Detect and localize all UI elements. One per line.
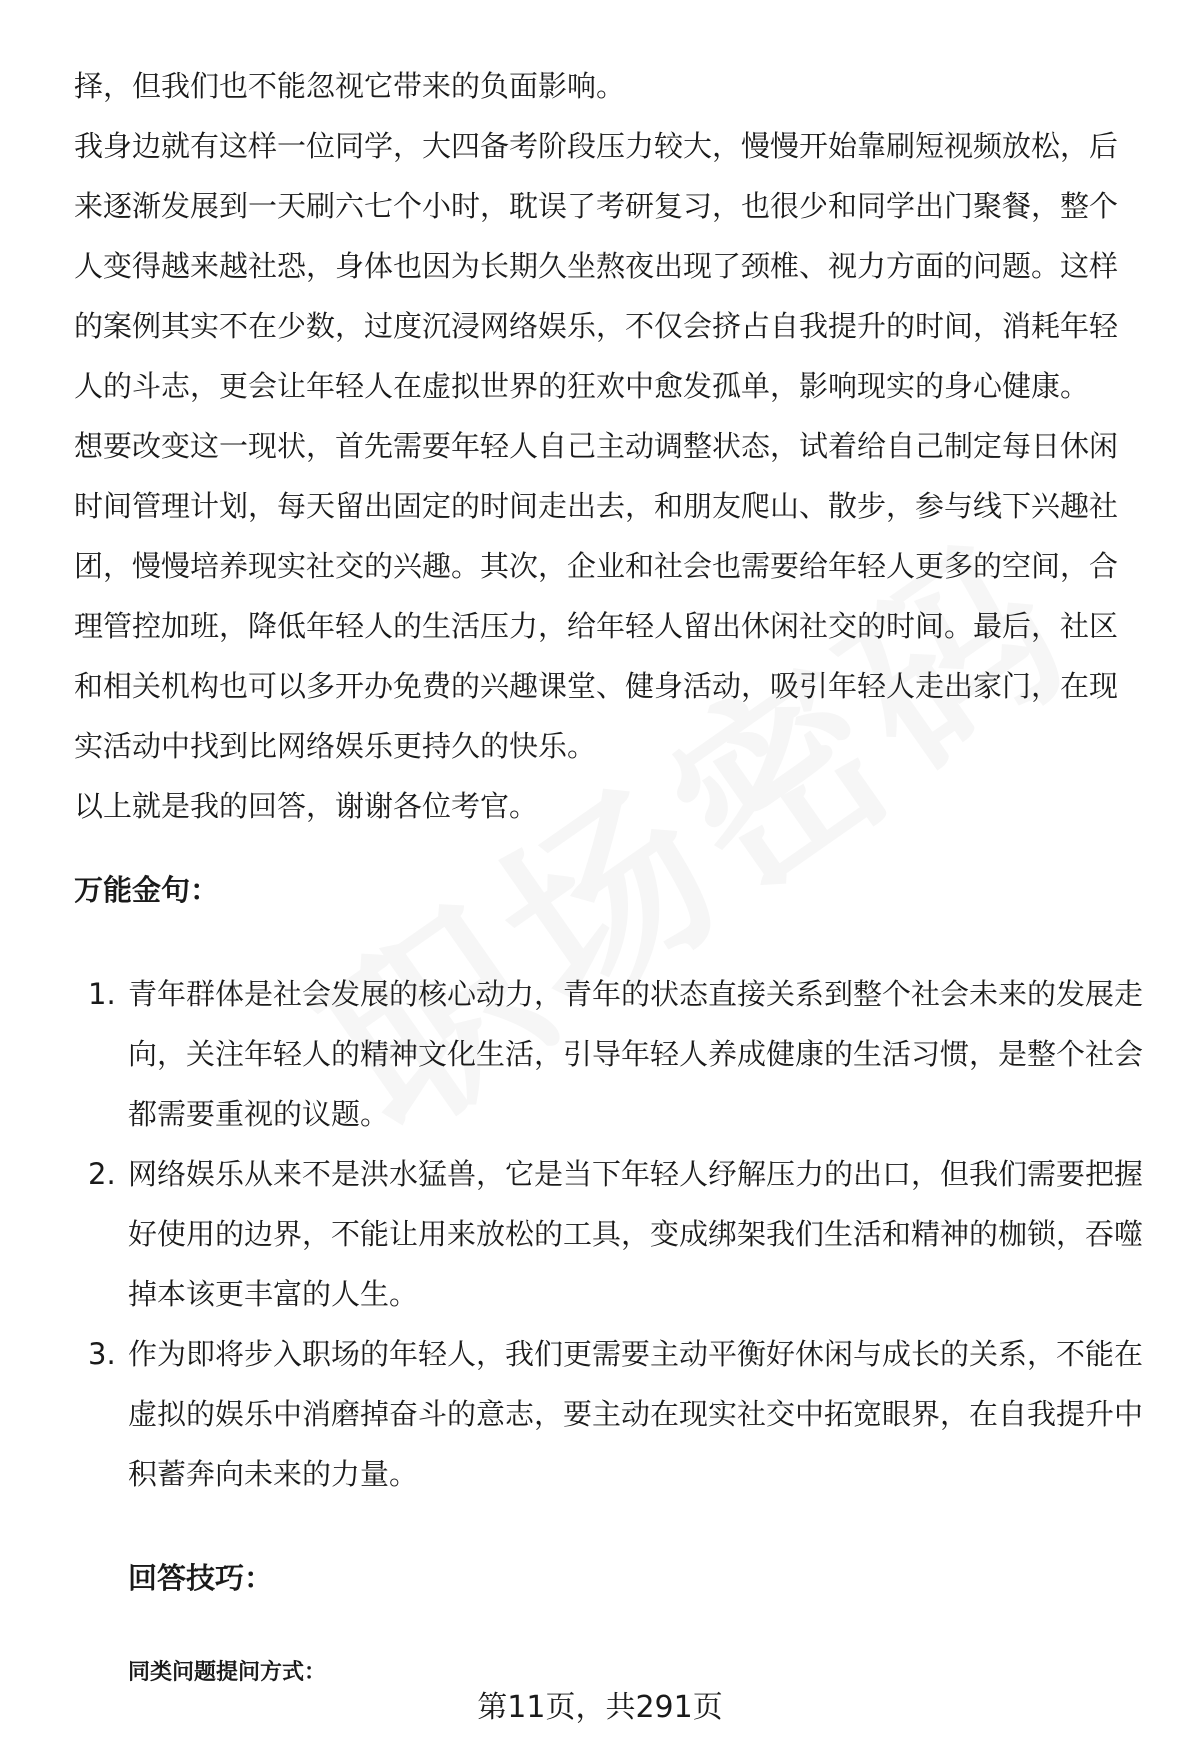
page-number: 第11页，共291页 bbox=[477, 1690, 723, 1725]
list-number: 1. bbox=[88, 977, 116, 1011]
answer-body bbox=[74, 56, 1146, 836]
list-number: 3. bbox=[88, 1337, 116, 1371]
list-item-text: 网络娱乐从来不是洪水猛兽，它是当下年轻人纾解压力的出口，但我们需要把握好使用的边界，不能让用来放松的工具，变成绑架我们生活和精神的枷锁，吞噬掉本该更丰富的人生。 bbox=[128, 1157, 1144, 1311]
paragraph: 我身边就有这样一位同学，大四备考阶段压力较大，慢慢开始靠刷短视频放松，后来逐渐发展到一天刷六七个小时，耽误了考研复习，也很少和同学出门聚餐，整个人变得越来越社恐，身体也因为长期久坐熬夜出现了颈椎、视力方面的问题。这样的案例其实不在少数，过度沉浸网络娱乐，不仅会挤占自我提升的时间，消耗年轻人的斗志，更会让年轻人在虚拟世界的狂欢中愈发孤单，影响现实的身心健康。 bbox=[74, 129, 1119, 403]
gold-sentences-title: 万能金句： bbox=[74, 873, 220, 907]
list-item bbox=[74, 1324, 1146, 1504]
paragraph: 择，但我们也不能忽视它带来的负面影响。 bbox=[74, 69, 626, 103]
paragraph: 想要改变这一现状，首先需要年轻人自己主动调整状态，试着给自己制定每日休闲时间管理计划，每天留出固定的时间走出去，和朋友爬山、散步，参与线下兴趣社团，慢慢培养现实社交的兴趣。其次，企业和社会也需要给年轻人更多的空间，合理管控加班，降低年轻人的生活压力，给年轻人留出休闲社交的时间。最后，社区和相关机构也可以多开办免费的兴趣课堂、健身活动，吸引年轻人走出家门，在现实活动中找到比网络娱乐更持久的快乐。 bbox=[74, 429, 1119, 763]
gold-sentences-list bbox=[74, 964, 1146, 1504]
list-item bbox=[74, 964, 1146, 1144]
paragraph: 以上就是我的回答，谢谢各位考官。 bbox=[74, 789, 539, 823]
similar-questions-title: 同类问题提问方式： bbox=[128, 1660, 327, 1685]
tips-title: 回答技巧： bbox=[128, 1561, 274, 1595]
list-item-text: 青年群体是社会发展的核心动力，青年的状态直接关系到整个社会未来的发展走向，关注年轻人的精神文化生活，引导年轻人养成健康的生活习惯，是整个社会都需要重视的议题。 bbox=[128, 977, 1144, 1131]
list-item bbox=[74, 1144, 1146, 1324]
list-number: 2. bbox=[88, 1157, 116, 1191]
list-item-text: 作为即将步入职场的年轻人，我们更需要主动平衡好休闲与成长的关系，不能在虚拟的娱乐中消磨掉奋斗的意志，要主动在现实社交中拓宽眼界，在自我提升中积蓄奔向未来的力量。 bbox=[128, 1337, 1144, 1491]
